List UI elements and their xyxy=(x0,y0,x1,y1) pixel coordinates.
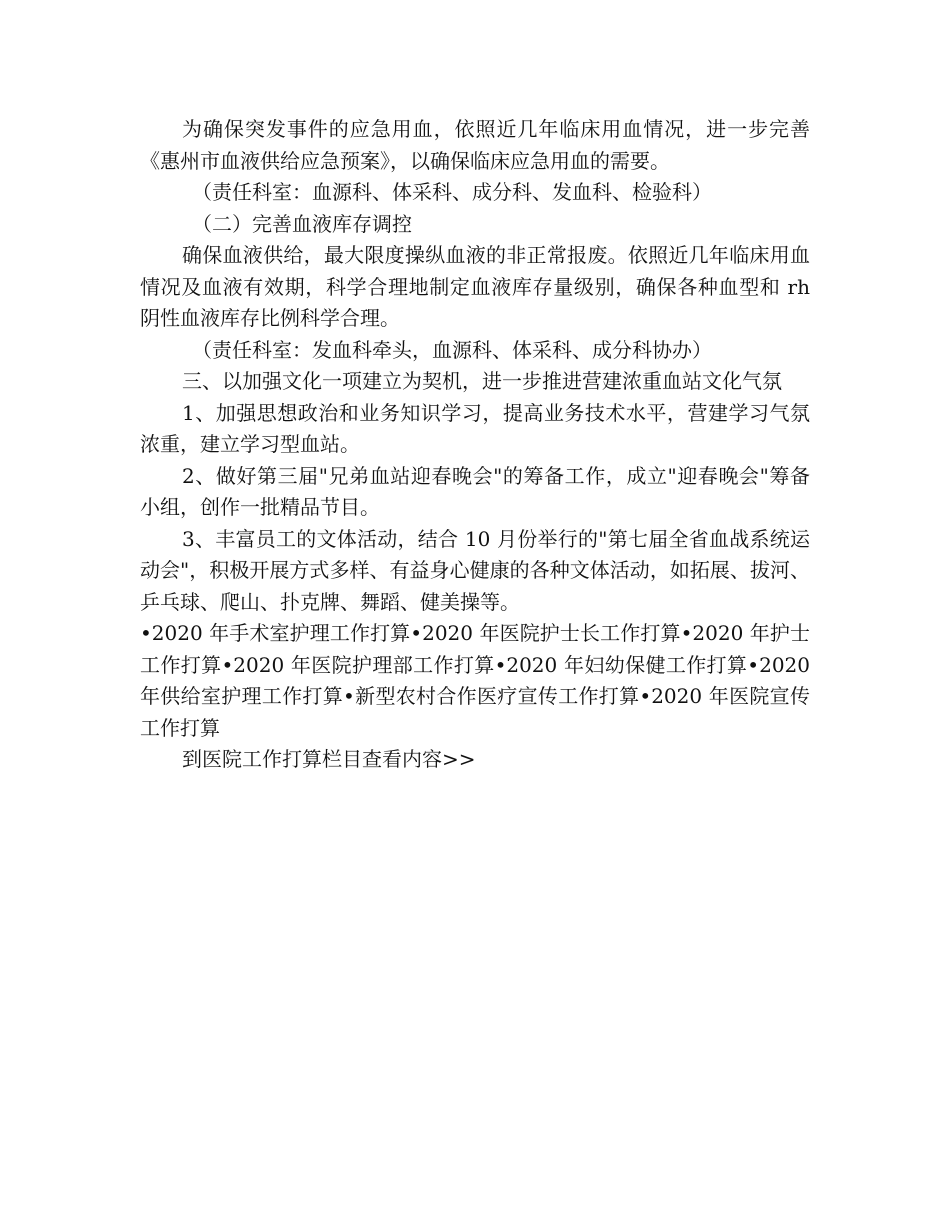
paragraph-responsible-dept-2: （责任科室：发血科牵头，血源科、体采科、成分科协办） xyxy=(192,337,712,362)
section-heading-inventory: （二）完善血液库存调控 xyxy=(192,211,412,236)
section-heading-culture: 三、以加强文化一项建立为契机，进一步推进营建浓重血站文化气氛 xyxy=(182,369,782,393)
paragraph-item-1: 1、加强思想政治和业务知识学习，提高业务技术水平，营建学习气氛浓重，建立学习型血站。 xyxy=(140,400,810,456)
paragraph-item-3: 3、丰富员工的文体活动，结合 10 月份举行的"第七届全省血战系统运动会"，积极开展方式多样、有益身心健康的各种文体活动，如拓展、拔河、乒乓球、爬山、扑克牌、舞蹈、健美操等。 xyxy=(140,526,810,614)
paragraph-item-2: 2、做好第三届"兄弟血站迎春晚会"的筹备工作，成立"迎春晚会"筹备小组，创作一批精品节目。 xyxy=(140,463,810,519)
document-body xyxy=(140,114,810,776)
paragraph-emergency-blood: 为确保突发事件的应急用血，依照近几年临床用血情况，进一步完善《惠州市血液供给应急预案》，以确保临床应急用血的需要。 xyxy=(140,117,810,173)
more-content-link[interactable]: 到医院工作打算栏目查看内容>> xyxy=(182,747,476,771)
paragraph-inventory-control: 确保血液供给，最大限度操纵血液的非正常报废。依照近几年临床用血情况及血液有效期，科学合理地制定血液库存量级别，确保各种血型和 rh 阴性血液库存比例科学合理。 xyxy=(140,243,810,330)
paragraph-responsible-dept-1: （责任科室：血源科、体采科、成分科、发血科、检验科） xyxy=(192,180,712,204)
related-links-list[interactable]: •2020 年手术室护理工作打算•2020 年医院护士长工作打算•2020 年护士工作打算•2020 年医院护理部工作打算•2020 年妇幼保健工作打算•2020 年供给室护理工作打算•新型农村合作医疗宣传工作打算•2020 年医院宣传工作打算 xyxy=(140,621,810,740)
